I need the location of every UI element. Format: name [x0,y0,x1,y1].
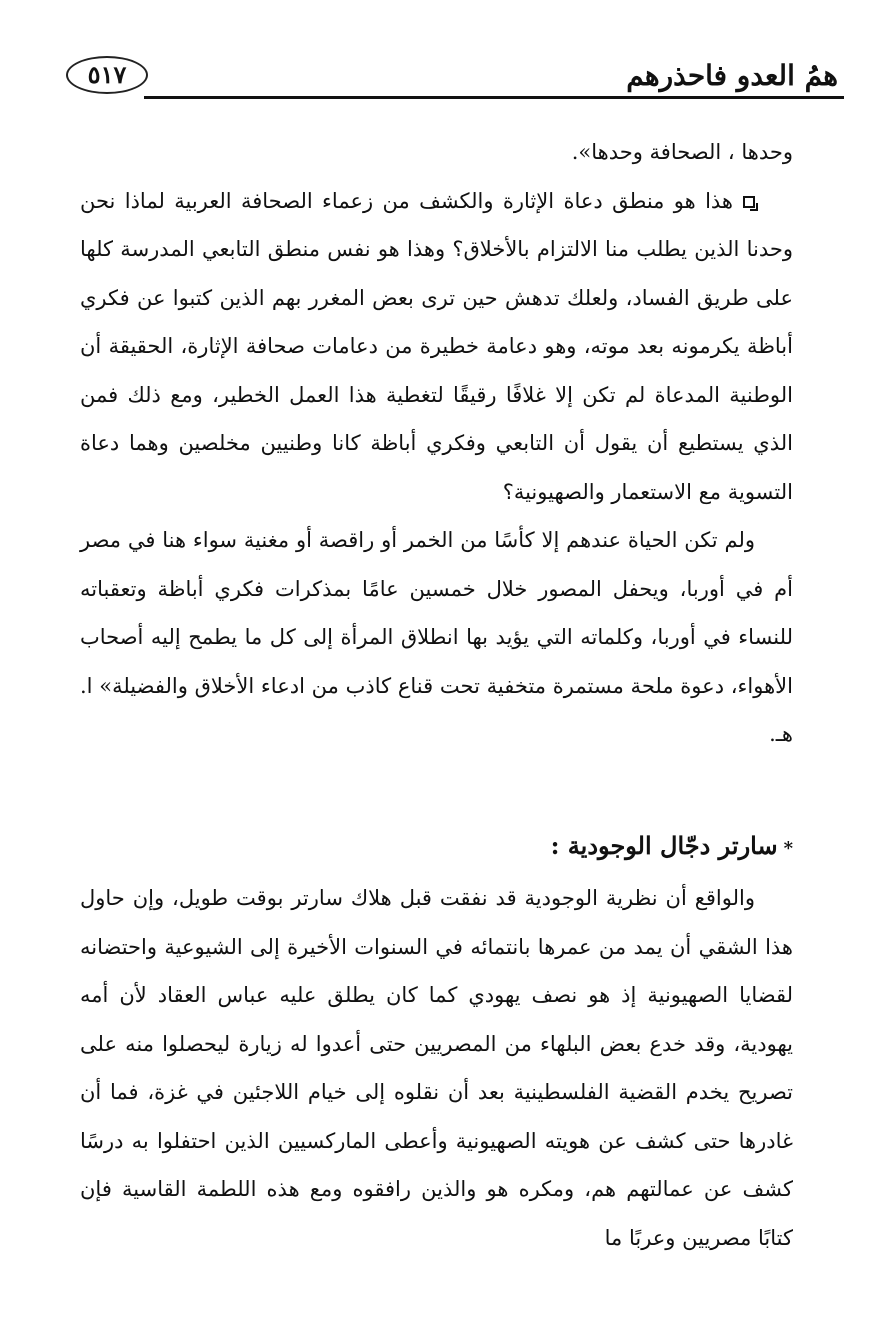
running-title: همُ العدو فاحذرهم [626,59,838,92]
star-icon: * [783,838,793,859]
paragraph: والواقع أن نظرية الوجودية قد نفقت قبل هلاك سارتر بوقت طويل، وإن حاول هذا الشقي أن يمد من عمرها بانتمائه في السنوات الأخيرة إلى الشيوعية واحتضانه لقضايا الصهيونية إذ هو نصف يهودي كما كان يطلق عليه عباس العقاد لأن أمه يهودية، وقد خدع بعض البلهاء من المصريين حتى أعدوا له زيارة ليحصلوا منه على تصريح يخدم القضية الفلسطينية بعد أن نقلوه إلى خيام اللاجئين في غزة، فما أن غادرها حتى كشف عن هويته الصهيونية وأعطى الماركسيين الذين احتفلوا به درسًا كشف عن عمالتهم هم، ومكره هو والذين رافقوه ومع هذه اللطمة القاسية فإن كتابًا مصريين وعربًا ما [80,886,793,1250]
page-number-ornament [66,56,148,94]
page-number: ٥١٧ [87,60,127,89]
header-rule [144,96,844,99]
paragraph-bulleted [80,177,793,517]
paragraph-bulleted-text: هذا هو منطق دعاة الإثارة والكشف من زعماء الصحافة العربية لماذا نحن وحدنا الذين يطلب منا الالتزام بالأخلاق؟ وهذا هو نفس منطق التابعي المدرسة كلها على طريق الفساد، ولعلك تدهش حين ترى بعض المغرر بهم الذين كتبوا عن فكري أباظة يكرمونه بعد موته، وهو دعامة خطيرة من دعامات صحافة الإثارة، الحقيقة أن الوطنية المدعاة لم تكن إلا غلافًا رقيقًا لتغطية هذا العمل الخطير، ومع ذلك فمن الذي يستطيع أن يقول أن التابعي وفكري أباظة كانا وطنيين مخلصين وهما دعاة التسوية مع الاستعمار والصهيونية؟ [80,188,793,504]
paragraph-continuation: وحدها ، الصحافة وحدها». [571,140,793,164]
section-heading [550,831,793,860]
section-one-text [80,128,793,759]
section-two-text [80,874,793,1262]
section-heading-text: سارتر دجّال الوجودية : [550,831,778,860]
square-bullet-icon [743,196,755,208]
paragraph: ولم تكن الحياة عندهم إلا كأسًا من الخمر أو راقصة أو مغنية سواء هنا في مصر أم في أوربا، ويحفل المصور خلال خمسين عامًا بمذكرات فكري أباظة وتعقباته للنساء في أوربا، وكلماته التي يؤيد بها انطلاق المرأة إلى كل ما يطمح إليه أصحاب الأهواء، دعوة ملحة مستمرة متخفية تحت قناع كاذب من ادعاء الأخلاق والفضيلة» ا. هـ. [80,528,793,746]
page-header [64,52,844,102]
